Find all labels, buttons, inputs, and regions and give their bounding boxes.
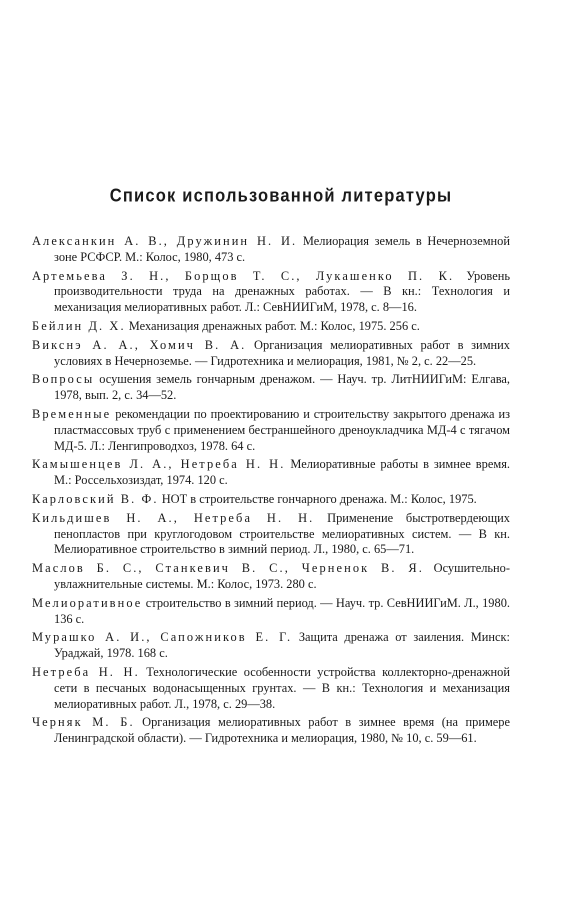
reference-list bbox=[32, 234, 510, 750]
reference-text: Организация мелиоративных работ в зимних условиях в Нечерноземье. — Гидротехника и мелиорация, 1981, № 2, с. 22—25. bbox=[54, 337, 510, 368]
reference-author: Бейлин Д. Х. bbox=[32, 318, 126, 333]
reference-author: Временные bbox=[32, 406, 112, 421]
reference-item bbox=[32, 596, 510, 628]
reference-author: Алексанкин А. В., Дружинин Н. И. bbox=[32, 234, 298, 248]
reference-author: Черняк М. Б. bbox=[32, 715, 135, 730]
reference-text: НОТ в строительстве гончарного дренажа. М.: Колос, 1975. bbox=[158, 491, 477, 506]
reference-item bbox=[32, 715, 510, 747]
reference-item bbox=[32, 561, 510, 593]
reference-author: Маслов Б. С., Станкевич В. С., Черненок В. Я. bbox=[32, 561, 424, 576]
reference-text: осушения земель гончарным дренажом. — Науч. тр. ЛитНИИГиМ: Елгава, 1978, вып. 2, с. 34—52. bbox=[54, 372, 510, 403]
reference-item bbox=[32, 234, 510, 266]
reference-author: Кильдишев Н. А., Нетреба Н. Н. bbox=[32, 510, 315, 525]
reference-item bbox=[32, 407, 510, 454]
reference-item bbox=[32, 665, 510, 712]
reference-text: Мелиорация земель в Нечерноземной зоне РСФСР. М.: Колос, 1980, 473 с. bbox=[54, 234, 510, 264]
reference-author: Мурашко А. И., Сапожников Е. Г. bbox=[32, 630, 293, 645]
reference-author: Камышенцев Л. А., Нетреба Н. Н. bbox=[32, 457, 286, 472]
reference-text: Технологические особенности устройства коллекторно-дренажной сети в песчаных водонасыщенных грунтах. — В кн.: Технология и механизация мелиоративных работ. Л., 1978, с. 29—38. bbox=[54, 664, 510, 711]
reference-item bbox=[32, 372, 510, 404]
reference-text: Механизация дренажных работ. М.: Колос, 1975. 256 с. bbox=[125, 318, 420, 333]
page-title: Список использованной литературы bbox=[109, 186, 453, 207]
reference-text: Уровень производительности труда на дренажных работах. — В кн.: Технология и механизация мелиоративных работ. Л.: СевНИИГиМ, 1978, с. 8—16. bbox=[54, 268, 510, 315]
reference-item bbox=[32, 492, 510, 508]
reference-author: Нетреба Н. Н. bbox=[32, 664, 140, 679]
reference-text: строительство в зимний период. — Науч. тр. СевНИИГиМ. Л., 1980. 136 с. bbox=[54, 595, 510, 626]
reference-author: Мелиоративное bbox=[32, 595, 143, 610]
reference-author: Вопросы bbox=[32, 372, 95, 387]
reference-author: Викснэ А. А., Хомич В. А. bbox=[32, 337, 247, 352]
reference-text: Организация мелиоративных работ в зимнее время (на примере Ленинградской области). — Гидротехника и мелиорация, 1980, № 10, с. 59—61. bbox=[54, 715, 510, 746]
reference-text: Осушительно-увлажнительные системы. М.: Колос, 1973. 280 с. bbox=[54, 561, 510, 591]
reference-text: Мелиоративные работы в зимнее время. М.: Россельхозиздат, 1974. 120 с. bbox=[54, 457, 510, 488]
reference-item bbox=[32, 630, 510, 662]
reference-item bbox=[32, 457, 510, 489]
reference-item bbox=[32, 269, 510, 316]
reference-item bbox=[32, 511, 510, 558]
reference-author: Карловский В. Ф. bbox=[32, 491, 159, 506]
reference-item bbox=[32, 338, 510, 370]
reference-text: Применение быстротвердеющих пенопластов при круглогодовом строительстве мелиоративных систем. — В кн. Мелиоративное строительство в зимний период. Л., 1980, с. 65—71. bbox=[54, 510, 510, 557]
reference-item bbox=[32, 319, 510, 335]
reference-text: рекомендации по проектированию и строительству закрытого дренажа из пластмассовых труб с применением бестраншейного дреноукладчика МД-4 с тягачом МД-5. Л.: Ленгипроводхоз, 1978. 64 с. bbox=[54, 406, 510, 453]
reference-text: Защита дренажа от заиления. Минск: Ураджай, 1978. 168 с. bbox=[54, 630, 510, 661]
reference-author: Артемьева З. Н., Борщов Т. С., Лукашенко П. К. bbox=[32, 268, 455, 283]
